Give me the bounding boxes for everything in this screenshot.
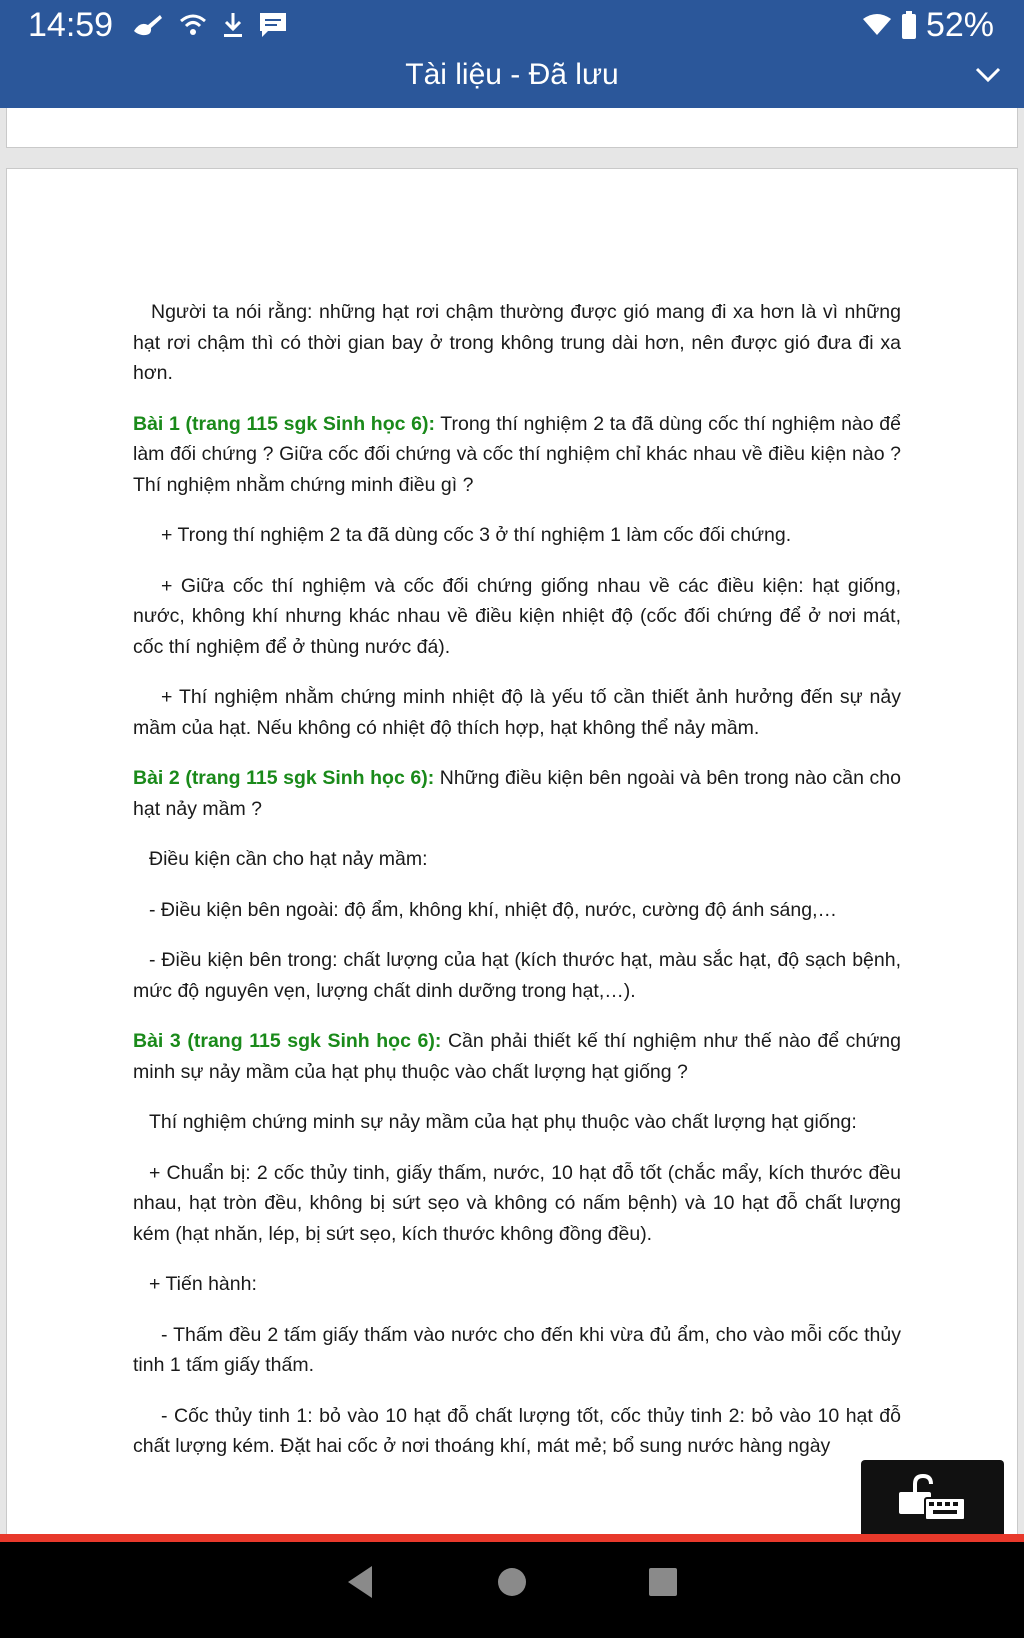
document-body — [133, 297, 901, 1482]
wifi-icon — [178, 12, 208, 38]
chevron-down-icon[interactable] — [974, 64, 1002, 86]
question-1-text: Trong thí nghiệm 2 ta đã dùng cốc thí nghiệm nào để làm đối chứng ? Giữa cốc đối chứng và cốc thí nghiệm chỉ khác nhau về điều kiện nào ? Thí nghiệm nhằm chứng minh điều gì ? — [133, 412, 901, 496]
paint-brush-icon — [132, 11, 164, 39]
question-1 — [133, 409, 901, 501]
status-bar — [0, 0, 1024, 50]
question-2-text: Những điều kiện bên ngoài và bên trong nào cần cho hạt nảy mầm ? — [133, 767, 901, 820]
status-icons-right — [862, 6, 994, 44]
previous-page — [6, 108, 1018, 148]
question-3-text: Cần phải thiết kế thí nghiệm như thế nào để chứng minh sự nảy mầm của hạt phụ thuộc vào chất lượng hạt giống ? — [133, 1030, 901, 1083]
answer-3-line-2: + Chuẩn bị: 2 cốc thủy tinh, giấy thấm, nước, 10 hạt đỗ tốt (chắc mẩy, kích thước đều nhau, hạt tròn đều, không bị sứt sẹo và không có nấm bệnh) và 10 hạt đỗ chất lượng kém (hạt nhăn, lép, bị sứt sẹo, kích thước không đồng đều). — [133, 1161, 901, 1245]
red-accent-line — [0, 1534, 1024, 1542]
wifi-signal-icon — [862, 13, 892, 37]
question-3-label: Bài 3 (trang 115 sgk Sinh học 6): — [133, 1030, 442, 1052]
back-icon[interactable] — [344, 1564, 376, 1605]
answer-3-line-5: - Cốc thủy tinh 1: bỏ vào 10 hạt đỗ chất lượng tốt, cốc thủy tinh 2: bỏ vào 10 hạt đỗ chất lượng kém. Đặt hai cốc ở nơi thoáng khí, mát mẻ; bổ sung nước hàng ngày — [133, 1404, 901, 1457]
download-icon — [222, 11, 244, 39]
question-1-label: Bài 1 (trang 115 sgk Sinh học 6): — [133, 412, 435, 435]
answer-3-line-4: - Thấm đều 2 tấm giấy thấm vào nước cho đến khi vừa đủ ẩm, cho vào mỗi cốc thủy tinh 1 tấm giấy thấm. — [133, 1323, 901, 1376]
keyboard-toggle-button[interactable] — [861, 1460, 1004, 1538]
battery-percent: 52% — [925, 5, 994, 44]
answer-3-line-3: + Tiến hành: — [149, 1273, 257, 1295]
navigation-bar — [0, 1542, 1024, 1638]
paragraph: Người ta nói rằng: những hạt rơi chậm thường được gió mang đi xa hơn là vì những hạt rơi chậm thì có thời gian bay ở trong không trung dài hơn, nên được gió đưa đi xa hơn. — [133, 301, 901, 384]
status-time: 14:59 — [28, 6, 114, 44]
answer-2-line-3: - Điều kiện bên trong: chất lượng của hạt (kích thước hạt, màu sắc hạt, độ sạch bệnh, mức độ nguyên vẹn, lượng chất dinh dưỡng trong hạt,…). — [133, 949, 901, 1002]
question-3 — [133, 1026, 901, 1087]
question-2-label: Bài 2 (trang 115 sgk Sinh học 6): — [133, 767, 435, 789]
recents-icon[interactable] — [647, 1564, 677, 1605]
app-bar — [0, 0, 1024, 108]
question-2 — [133, 763, 901, 824]
message-icon — [258, 11, 288, 39]
answer-1-line-2: + Giữa cốc thí nghiệm và cốc đối chứng giống nhau về các điều kiện: hạt giống, nước, không khí nhưng khác nhau về điều kiện nhiệt độ (cốc đối chứng để ở nơi mát, cốc thí nghiệm để ở thùng nước đá). — [133, 574, 901, 658]
answer-1-line-3: + Thí nghiệm nhằm chứng minh nhiệt độ là yếu tố cần thiết ảnh hưởng đến sự nảy mầm của hạt. Nếu không có nhiệt độ thích hợp, hạt không thể nảy mầm. — [133, 686, 901, 739]
answer-2-line-1: Điều kiện cần cho hạt nảy mầm: — [149, 848, 428, 870]
answer-1-line-1: + Trong thí nghiệm 2 ta đã dùng cốc 3 ở thí nghiệm 1 làm cốc đối chứng. — [161, 524, 792, 546]
document-title[interactable]: Tài liệu - Đã lưu — [405, 58, 619, 91]
document-page[interactable] — [6, 168, 1018, 1540]
answer-3-line-1: Thí nghiệm chứng minh sự nảy mầm của hạt phụ thuộc vào chất lượng hạt giống: — [149, 1111, 857, 1133]
home-icon[interactable] — [497, 1564, 527, 1605]
answer-2-line-2: - Điều kiện bên ngoài: độ ẩm, không khí, nhiệt độ, nước, cường độ ánh sáng,… — [149, 898, 838, 921]
battery-icon — [902, 11, 916, 39]
status-icons-left — [132, 8, 288, 42]
